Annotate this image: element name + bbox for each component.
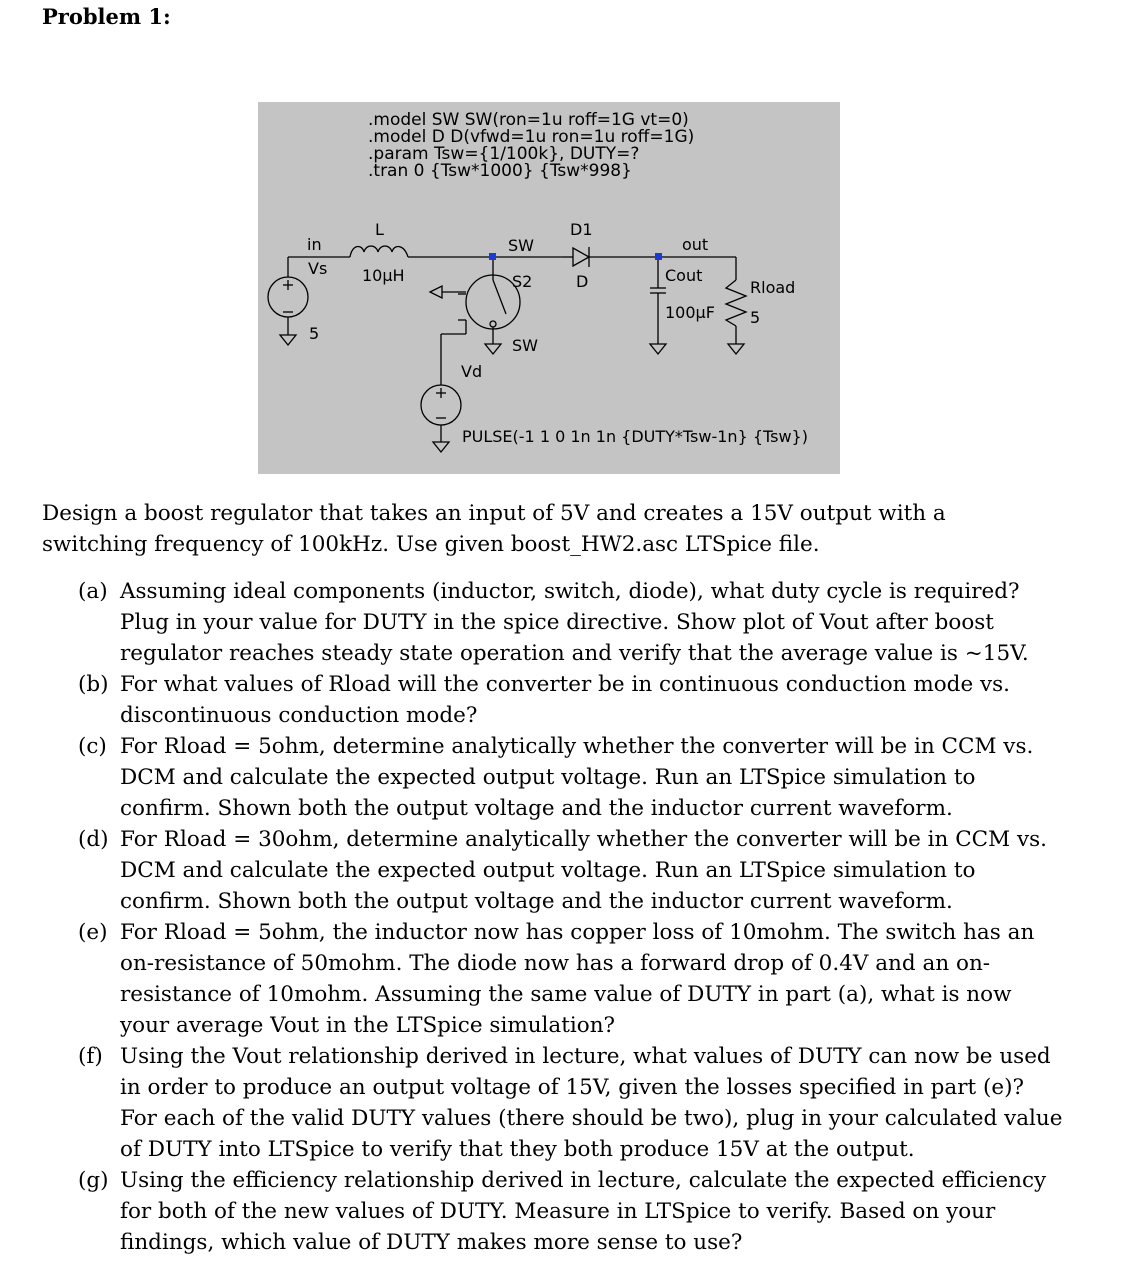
problem-title: Problem 1: <box>42 4 171 29</box>
question-text: Assuming ideal components (inductor, switch, diode), what duty cycle is required? Plug in your value for DUTY in the spice directive. Show plot of Vout after boost regulator reaches steady state operation and verify that the average value is ~15V. <box>120 579 1029 666</box>
resistor-value-label: 5 <box>750 308 761 327</box>
question-label: (f) <box>78 1044 103 1069</box>
question-text: For Rload = 5ohm, the inductor now has copper loss of 10mohm. The switch has an on-resistance of 50mohm. The diode now has a forward drop of 0.4V and an on-resistance of 10mohm. Assuming the same value of DUTY in part (a), what is now your average Vout in the LTSpice simulation? <box>120 920 1035 1038</box>
net-label-in: in <box>307 235 322 254</box>
question-label: (d) <box>78 827 109 852</box>
inductor-name-label: L <box>375 220 384 239</box>
question-label: (e) <box>78 920 108 945</box>
switch-name-label: S2 <box>512 272 533 291</box>
net-label-out: out <box>682 235 709 254</box>
question-label: (a) <box>78 579 108 604</box>
question-list <box>78 576 1063 1258</box>
resistor-name-label: Rload <box>750 278 796 297</box>
vs-value-label: 5 <box>309 324 320 343</box>
cap-value-label: 100µF <box>665 303 715 322</box>
vd-name-label: Vd <box>461 362 483 381</box>
question-text: Using the efficiency relationship derived in lecture, calculate the expected efficiency for both of the new values of DUTY. Measure in LTSpice to verify. Based on your findings, which value of DUTY makes more sense to use? <box>120 1168 1047 1255</box>
diode-name-label: D1 <box>570 220 593 239</box>
question-text: For what values of Rload will the converter be in continuous conduction mode vs. discontinuous conduction mode? <box>120 672 1011 728</box>
question-label: (b) <box>78 672 109 697</box>
directive-line: .tran 0 {Tsw*1000} {Tsw*998} <box>368 161 632 181</box>
directive-line: .model SW SW(ron=1u roff=1G vt=0) <box>368 110 689 130</box>
inductor-value-label: 10µH <box>362 266 405 285</box>
question-label: (g) <box>78 1168 109 1193</box>
directive-line: .param Tsw={1/100k}, DUTY=? <box>368 144 640 164</box>
question-item <box>78 576 1063 669</box>
question-item <box>78 1041 1063 1165</box>
pulse-value-label: PULSE(-1 1 0 1n 1n {DUTY*Tsw-1n} {Tsw}) <box>462 427 808 446</box>
directive-line: .model D D(vfwd=1u ron=1u roff=1G) <box>368 127 695 147</box>
inductor-symbol <box>350 246 408 257</box>
question-text: For Rload = 5ohm, determine analytically whether the converter will be in CCM vs. DCM and calculate the expected output voltage. Run an LTSpice simulation to confirm. Shown both the output voltage and the inductor current waveform. <box>120 734 1034 821</box>
question-text: For Rload = 30ohm, determine analytically whether the converter will be in CCM vs. DCM and calculate the expected output voltage. Run an LTSpice simulation to confirm. Shown both the output voltage and the inductor current waveform. <box>120 827 1047 914</box>
question-text: Using the Vout relationship derived in lecture, what values of DUTY can now be used in order to produce an output voltage of 15V, given the losses specified in part (e)? For each of the valid DUTY values (there should be two), plug in your calculated value of DUTY into LTSpice to verify that they both produce 15V at the output. <box>120 1044 1063 1162</box>
circuit-schematic <box>258 102 840 474</box>
question-label: (c) <box>78 734 107 759</box>
question-item <box>78 669 1063 731</box>
resistor-symbol <box>726 280 746 326</box>
question-item <box>78 917 1063 1041</box>
vs-name-label: Vs <box>308 259 328 278</box>
net-label-sw: SW <box>508 236 534 255</box>
question-item <box>78 731 1063 824</box>
diode-symbol <box>573 248 589 266</box>
question-item <box>78 1165 1063 1258</box>
cap-name-label: Cout <box>665 266 703 285</box>
problem-statement: Design a boost regulator that takes an input of 5V and creates a 15V output with a switching frequency of 100kHz. Use given boost_HW2.asc LTSpice file. <box>42 501 946 557</box>
question-item <box>78 824 1063 917</box>
switch-model-label: SW <box>512 336 538 355</box>
diode-model-label: D <box>576 272 589 291</box>
